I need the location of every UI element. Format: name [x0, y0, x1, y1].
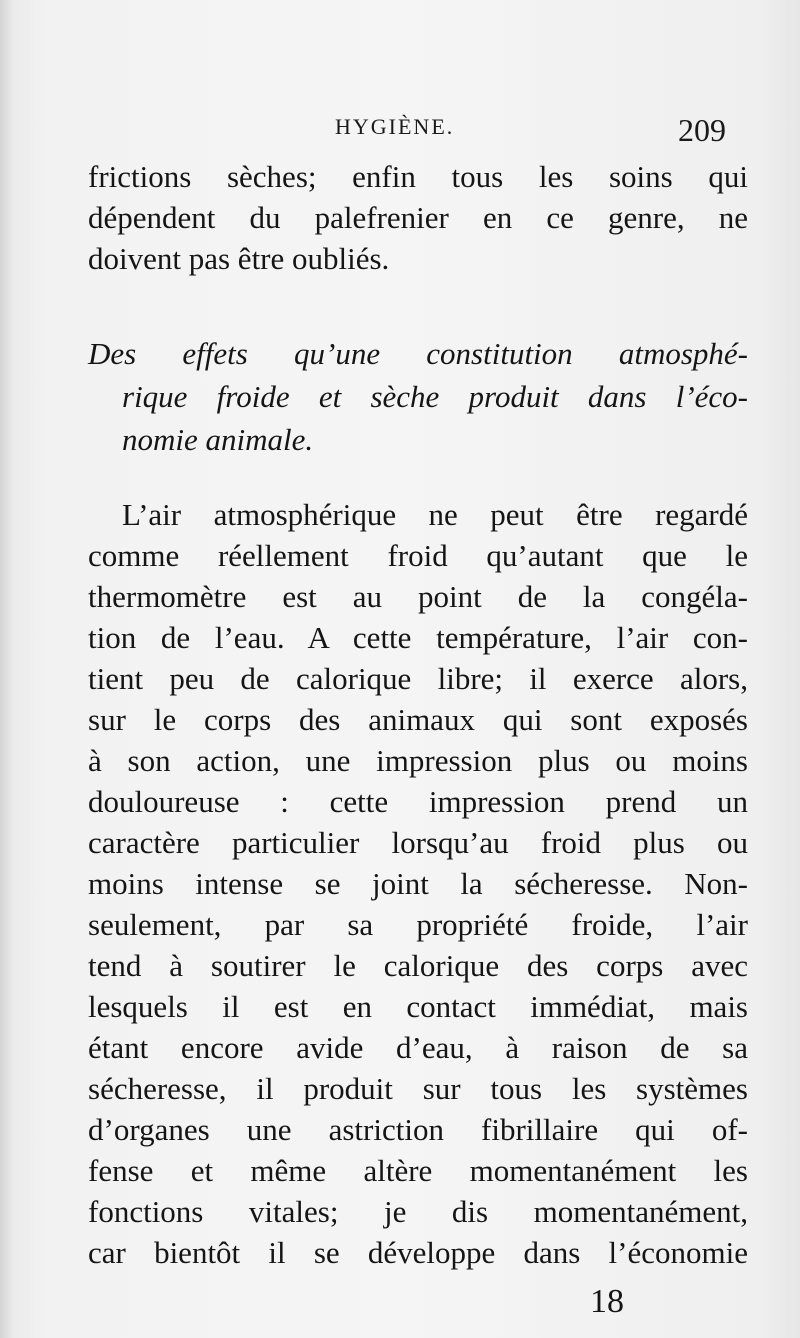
paragraph-line: L’air atmosphérique ne peut être regardé [122, 497, 748, 532]
section-heading-line: rique froide et sèche produit dans l’éco- [122, 379, 748, 414]
paragraph-line: à son action, une impression plus ou moins [88, 743, 748, 778]
signature-mark: 18 [590, 1283, 624, 1320]
page-edge-shadow [0, 0, 14, 1338]
paragraph-line: tient peu de calorique libre; il exerce alors, [88, 661, 748, 696]
paragraph-line: thermomètre est au point de la congéla- [88, 579, 748, 614]
paragraph-line: car bientôt il se développe dans l’économie [88, 1235, 748, 1270]
paragraph-line: fense et même altère momentanément les [88, 1153, 748, 1188]
paragraph-line: fonctions vitales; je dis momentanément, [88, 1194, 748, 1229]
page-number: 209 [678, 112, 726, 148]
running-head: HYGIÈNE. [335, 114, 455, 139]
paragraph-line: sur le corps des animaux qui sont exposés [88, 702, 748, 737]
section-heading-line: Des effets qu’une constitution atmosphé- [88, 336, 748, 371]
text-line: frictions sèches; enfin tous les soins qui [88, 159, 748, 194]
paragraph-line: seulement, par sa propriété froide, l’air [88, 907, 748, 942]
paragraph-line: sécheresse, il produit sur tous les systèmes [88, 1071, 748, 1106]
paragraph-line: douloureuse : cette impression prend un [88, 784, 748, 819]
text-line: doivent pas être oubliés. [88, 241, 390, 276]
paragraph-line: comme réellement froid qu’autant que le [88, 538, 748, 573]
section-heading-line: nomie animale. [122, 422, 314, 457]
paragraph-line: étant encore avide d’eau, à raison de sa [88, 1030, 748, 1065]
paragraph-line: d’organes une astriction fibrillaire qui of- [88, 1112, 748, 1147]
text-line: dépendent du palefrenier en ce genre, ne [88, 200, 748, 235]
paragraph-line: lesquels il est en contact immédiat, mais [88, 989, 748, 1024]
paragraph-line: tion de l’eau. A cette température, l’air con- [88, 620, 748, 655]
paragraph-line: tend à soutirer le calorique des corps avec [88, 948, 748, 983]
paragraph-line: moins intense se joint la sécheresse. Non- [88, 866, 748, 901]
paragraph-line: caractère particulier lorsqu’au froid plus ou [88, 825, 748, 860]
